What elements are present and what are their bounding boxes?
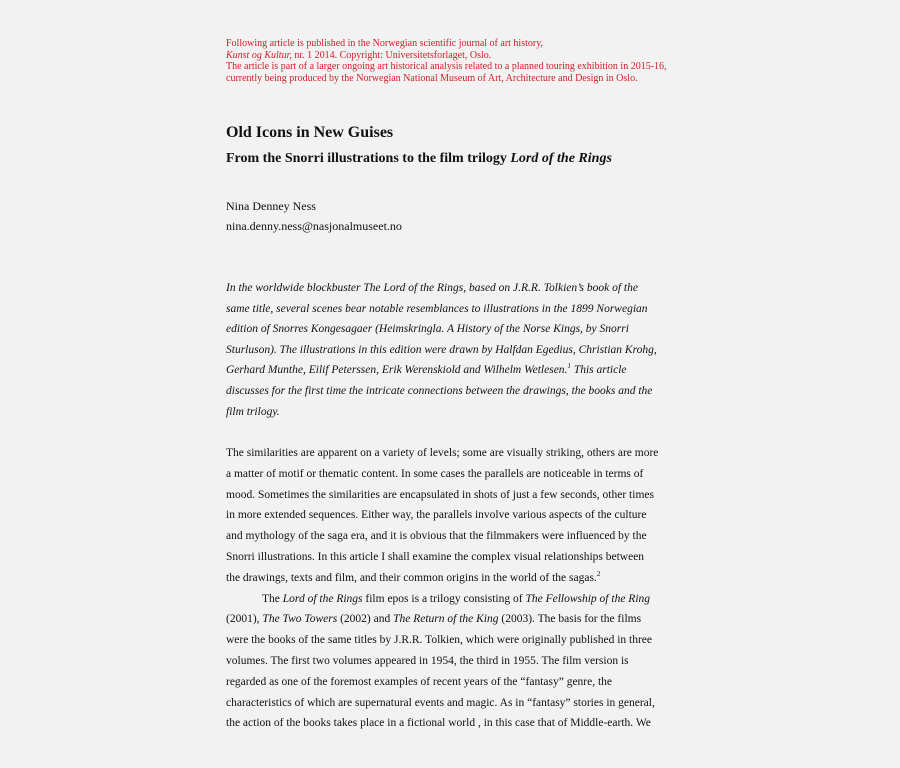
author-email[interactable]: nina.denny.ness@nasjonalmuseet.no [226,219,402,233]
body-line: and mythology of the saga era, and it is obvious that the filmmakers were influenced by the [226,530,647,543]
notice-text: nr. 1 2014. Copyright: Universitetsforlaget, Oslo. [291,49,492,61]
abstract-text: This article [570,364,627,377]
body-line: The similarities are apparent on a variety of levels; some are visually striking, others are more [226,447,659,459]
author-name: Nina Denney Ness [226,199,316,213]
body-line [226,589,686,610]
body-text-span: (2001), [226,613,263,626]
body-text-span: the drawings, texts and film, and their common origins in the world of the sagas. [226,571,597,584]
abstract-text: Gerhard Munthe, Eilif Peterssen, Erik Werenskiold and Wilhelm Wetlesen. [226,364,568,377]
film-title: Lord of the Rings [282,592,363,605]
body-line: regarded as one of the foremost examples of recent years of the “fantasy” genre, the [226,675,613,688]
article-title: Old Icons in New Guises [226,124,394,141]
body-line: characteristics of which are supernatural events and magic. As in “fantasy” stories in general, [226,696,655,709]
notice-line [226,50,786,62]
body-line [226,568,686,589]
abstract-line: edition of Snorres Kongesagaer (Heimskringla. A History of the Norse Kings, by Snorri [226,323,629,336]
body-text-span: The [262,592,283,605]
body-line: in more extended sequences. Either way, the parallels involve various aspects of the culture [226,509,647,522]
subtitle-text: From the Snorri illustrations to the film trilogy [226,151,511,166]
footnote-ref[interactable]: 2 [596,569,601,578]
film-title: The Return of the King [393,613,499,626]
film-title: The Two Towers [262,613,338,626]
notice-line: currently being produced by the Norwegian National Museum of Art, Architecture and Design in Oslo. [226,72,638,84]
body-line: the action of the books takes place in a fictional world , in this case that of Middle-earth. We [226,717,651,730]
body-text-span: (2003). The basis for the films [498,613,642,626]
notice-line: Following article is published in the Norwegian scientific journal of art history, [226,38,544,49]
journal-name: Kunst og Kultur, [226,49,292,61]
body-text-span: (2002) and [337,613,394,626]
body-text [226,443,686,734]
author-block [226,196,402,236]
abstract-line: discusses for the first time the intricate connections between the drawings, the books and the [226,384,653,397]
body-text-span: film epos is a trilogy consisting of [362,592,526,605]
body-line: Snorri illustrations. In this article I shall examine the complex visual relationships between [226,550,645,563]
abstract-line: In the worldwide blockbuster The Lord of the Rings, based on J.R.R. Tolkien’s book of the [226,282,638,294]
notice-line: The article is part of a larger ongoing art historical analysis related to a planned touring exhibition in 2015-16, [226,61,667,72]
article-subtitle [226,151,612,167]
subtitle-italic: Lord of the Rings [510,151,612,166]
abstract-line [226,360,686,381]
body-line: were the books of the same titles by J.R.R. Tolkien, which were originally published in three [226,634,652,647]
abstract-line: Sturluson). The illustrations in this edition were drawn by Halfdan Egedius, Christian Krohg, [226,343,657,356]
abstract-line: film trilogy. [226,405,280,418]
film-title: The Fellowship of the Ring [525,592,651,605]
body-line: volumes. The first two volumes appeared in 1954, the third in 1955. The film version is [226,654,629,667]
body-line [226,609,686,630]
publication-notice [226,38,786,84]
abstract-line: same title, several scenes bear notable resemblances to illustrations in the 1899 Norwegian [226,302,648,315]
abstract [226,278,686,422]
body-line: a matter of motif or thematic content. In some cases the parallels are noticeable in terms of [226,467,644,480]
body-line: mood. Sometimes the similarities are encapsulated in shots of just a few seconds, other times [226,488,654,501]
footnote-ref[interactable]: 1 [567,362,571,371]
